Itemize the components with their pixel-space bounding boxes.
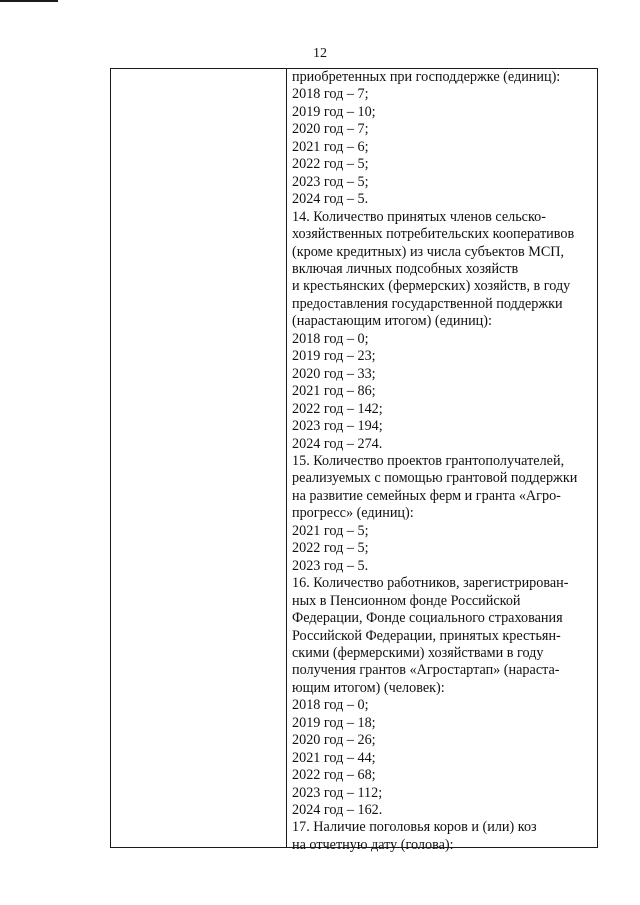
text-line: 2020 год – 7; xyxy=(292,121,369,138)
text-line: 2021 год – 86; xyxy=(292,383,376,400)
table-left-cell xyxy=(111,69,286,847)
scan-edge-mark xyxy=(0,0,58,2)
text-line: на развитие семейных ферм и гранта «Агро- xyxy=(292,487,561,504)
text-line: (кроме кредитных) из числа субъектов МСП, xyxy=(292,243,565,260)
text-line: прогресс» (единиц): xyxy=(292,505,414,522)
text-line: 2021 год – 6; xyxy=(292,138,369,155)
text-line: 15. Количество проектов грантополучателей, xyxy=(292,452,565,469)
text-line: 2019 год – 23; xyxy=(292,348,376,365)
text-line: Федерации, Фонде социального страхования xyxy=(292,610,563,627)
text-line: (нарастающим итогом) (единиц): xyxy=(292,313,492,330)
table-right-cell xyxy=(292,69,594,854)
text-line: реализуемых с помощью грантовой поддержки xyxy=(292,470,578,487)
text-line: 2023 год – 5. xyxy=(292,557,369,574)
text-line: 2020 год – 26; xyxy=(292,732,376,749)
text-line: 2023 год – 112; xyxy=(292,784,383,801)
text-line: 2018 год – 0; xyxy=(292,330,369,347)
page-number: 12 xyxy=(313,46,327,61)
text-line: скими (фермерскими) хозяйствами в году xyxy=(292,644,544,661)
text-line: 2021 год – 44; xyxy=(292,749,376,766)
text-line: 2019 год – 10; xyxy=(292,103,376,120)
text-line: включая личных подсобных хозяйств xyxy=(292,260,519,277)
column-divider xyxy=(286,69,287,847)
text-line: на отчетную дату (голова): xyxy=(292,836,454,853)
text-line: предоставления государственной поддержки xyxy=(292,295,563,312)
text-line: 17. Наличие поголовья коров и (или) коз xyxy=(292,819,537,836)
text-line: ющим итогом) (человек): xyxy=(292,679,445,696)
text-line: 2020 год – 33; xyxy=(292,365,376,382)
text-line: 2023 год – 5; xyxy=(292,173,369,190)
text-line: 2024 год – 5. xyxy=(292,191,369,208)
text-line: 2021 год – 5; xyxy=(292,522,369,539)
text-line: 2018 год – 0; xyxy=(292,697,369,714)
text-line: 2022 год – 5; xyxy=(292,156,369,173)
text-line: 14. Количество принятых членов сельско- xyxy=(292,208,546,225)
text-line: и крестьянских (фермерских) хозяйств, в году xyxy=(292,278,571,295)
document-table xyxy=(110,68,598,853)
text-line: приобретенных при господдержке (единиц): xyxy=(292,69,561,85)
text-line: 2024 год – 162. xyxy=(292,802,383,819)
text-line: 2023 год – 194; xyxy=(292,418,383,435)
text-line: 2022 год – 142; xyxy=(292,400,383,417)
text-line: Российской Федерации, принятых крестьян- xyxy=(292,627,561,644)
text-line: 2019 год – 18; xyxy=(292,714,376,731)
text-line: получения грантов «Агростартап» (нараста- xyxy=(292,662,560,679)
text-line: 16. Количество работников, зарегистрирован- xyxy=(292,575,569,592)
text-line: 2024 год – 274. xyxy=(292,435,383,452)
text-line: 2018 год – 7; xyxy=(292,86,369,103)
text-line: хозяйственных потребительских кооперативов xyxy=(292,226,575,243)
text-line: ных в Пенсионном фонде Российской xyxy=(292,592,521,609)
text-line: 2022 год – 5; xyxy=(292,540,369,557)
text-line: 2022 год – 68; xyxy=(292,767,376,784)
